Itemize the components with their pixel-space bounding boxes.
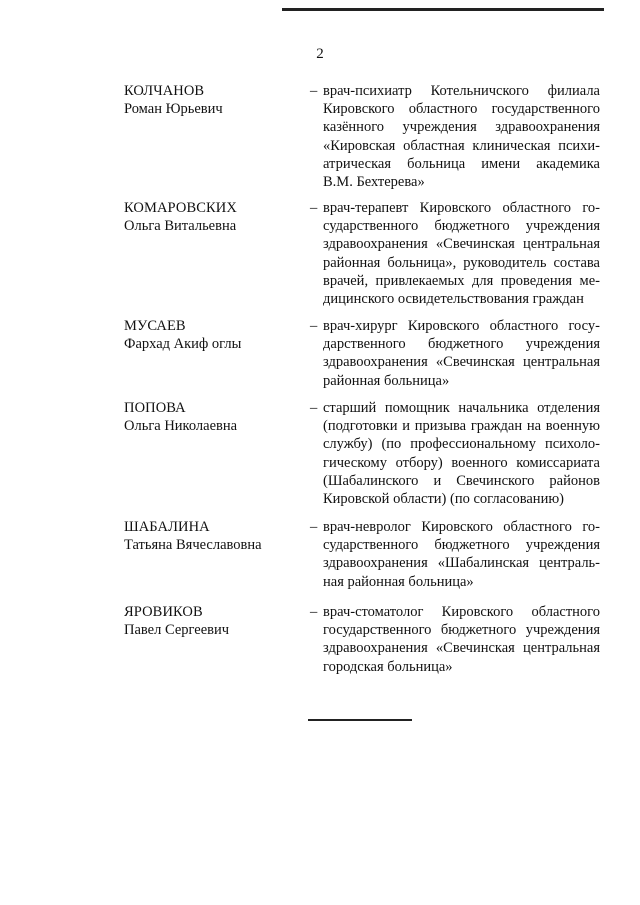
role-line: врачей, привлекаемых для проведения ме- <box>323 272 600 289</box>
person-name <box>124 399 309 435</box>
role-line: здравоохранения «Свечинская центральная <box>323 354 600 371</box>
role-line: государственного бюджетного учреждения <box>323 622 600 639</box>
person-name <box>124 317 309 353</box>
person-given-name: Павел Сергеевич <box>124 622 230 638</box>
role-line: В.М. Бехтерева» <box>323 174 425 191</box>
role-line: врач-хирург Кировского областного госу- <box>323 318 600 334</box>
role-line: (подготовки и призыва граждан на военную <box>323 418 600 435</box>
end-rule <box>308 719 412 721</box>
person-name <box>124 199 309 235</box>
person-surname: КОЛЧАНОВ <box>124 83 205 99</box>
role-line: врач-стоматолог Кировского областного <box>323 604 600 620</box>
role-description <box>323 399 600 508</box>
person-name <box>124 518 309 554</box>
page-number: 2 <box>316 46 324 62</box>
top-rule <box>282 8 604 11</box>
role-line: здравоохранения «Шабалинская централь- <box>323 555 600 572</box>
role-line: здравоохранения «Свечинская центральная <box>323 236 600 253</box>
role-line: дицинского освидетельствования граждан <box>323 291 584 308</box>
role-line: службу) (по профессиональному психоло- <box>323 436 600 453</box>
person-given-name: Ольга Николаевна <box>124 418 238 434</box>
role-line: дарственного бюджетного учреждения <box>323 336 600 353</box>
person-name <box>124 82 309 118</box>
role-line: старший помощник начальника отделения <box>323 400 600 416</box>
person-name <box>124 603 309 639</box>
role-description <box>323 199 600 308</box>
role-line: районная больница» <box>323 372 450 389</box>
person-surname: ПОПОВА <box>124 400 186 416</box>
person-surname: ЯРОВИКОВ <box>124 604 203 620</box>
role-description <box>323 317 600 390</box>
person-surname: КОМАРОВСКИХ <box>124 200 237 216</box>
role-line: гическому отбору) военного комиссариата <box>323 454 600 471</box>
person-given-name: Татьяна Вячеславовна <box>124 537 262 553</box>
role-line: врач-невролог Кировского областного го- <box>323 519 600 535</box>
role-line: городская больница» <box>323 658 453 675</box>
role-line: казённого учреждения здравоохранения <box>323 119 600 136</box>
role-description <box>323 82 600 191</box>
role-line: «Кировская областная клиническая психи- <box>323 137 600 154</box>
person-given-name: Ольга Витальевна <box>124 218 237 234</box>
role-line: сударственного бюджетного учреждения <box>323 537 600 554</box>
dash: – <box>310 83 318 99</box>
dash: – <box>310 519 318 535</box>
role-line: атрическая больница имени академика <box>323 155 600 172</box>
dash: – <box>310 400 318 416</box>
role-line: врач-терапевт Кировского областного го- <box>323 200 600 216</box>
person-given-name: Роман Юрьевич <box>124 101 223 117</box>
role-line: ная районная больница» <box>323 573 474 590</box>
dash: – <box>310 318 318 334</box>
role-line: Кировского областного государственного <box>323 101 600 118</box>
role-description <box>323 518 600 591</box>
person-surname: ШАБАЛИНА <box>124 519 210 535</box>
role-line: (Шабалинского и Свечинского районов <box>323 472 600 489</box>
role-line: районная больница», руководитель состава <box>323 254 600 271</box>
role-line: сударственного бюджетного учреждения <box>323 218 600 235</box>
dash: – <box>310 604 318 620</box>
role-line: здравоохранения «Свечинская центральная <box>323 640 600 657</box>
person-given-name: Фархад Акиф оглы <box>124 336 242 352</box>
person-surname: МУСАЕВ <box>124 318 186 334</box>
role-line: Кировской области) (по согласованию) <box>323 491 564 508</box>
role-description <box>323 603 600 676</box>
dash: – <box>310 200 318 216</box>
role-line: врач-психиатр Котельничского филиала <box>323 83 600 99</box>
